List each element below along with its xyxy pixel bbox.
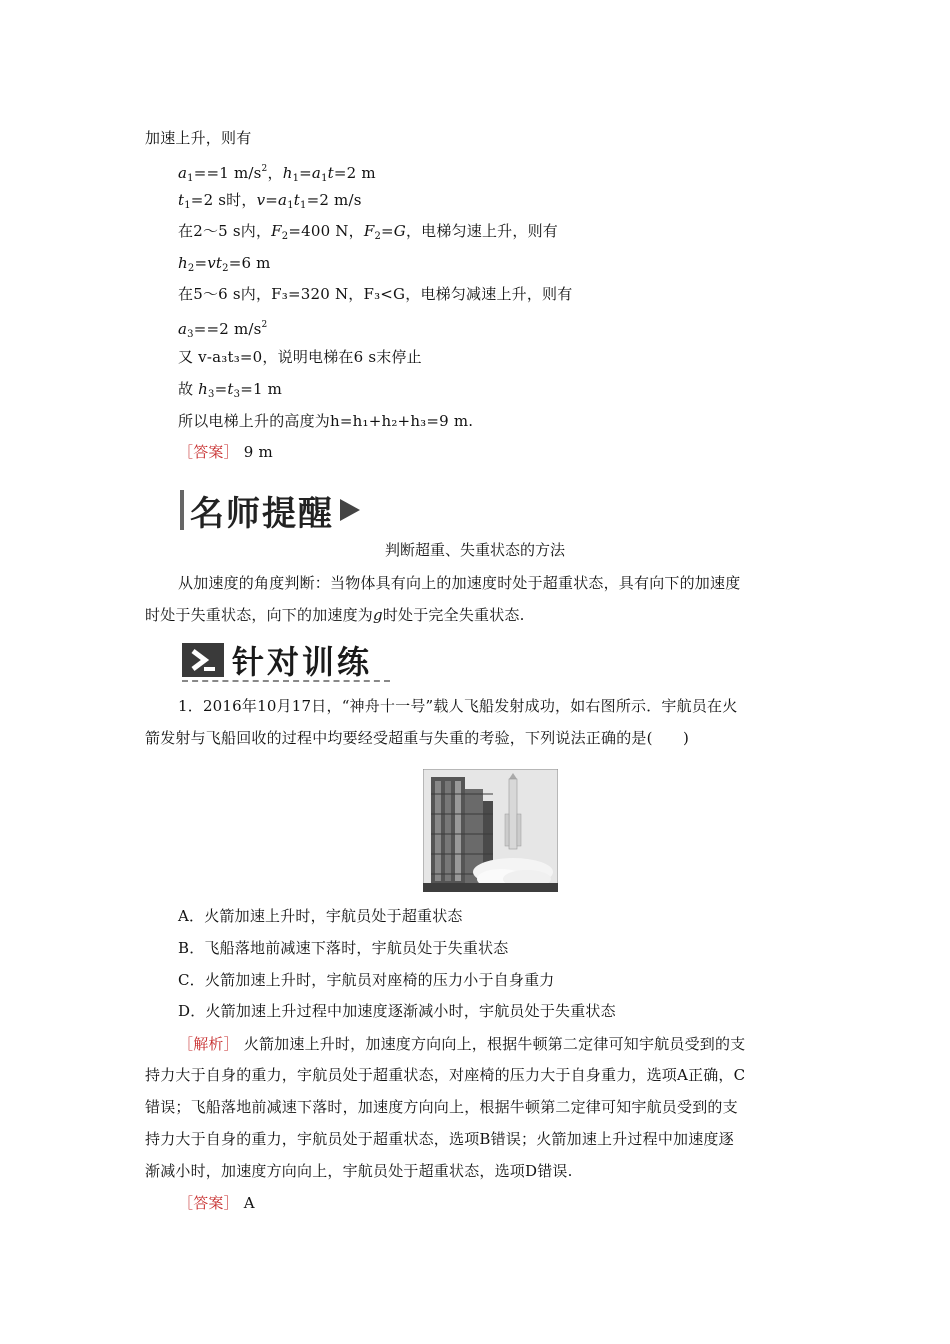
- answer-value: 9 m: [243, 443, 273, 461]
- training-banner: [182, 640, 390, 682]
- formula-line: 所以电梯上升的高度为h=h₁+h₂+h₃=9 m.: [178, 412, 474, 430]
- analysis-tag: ［解析］: [178, 1035, 239, 1053]
- chevron-right-icon: [182, 643, 224, 677]
- option-c: C．火箭加速上升时，宇航员对座椅的压力小于自身重力: [178, 971, 555, 989]
- answer-line: [178, 442, 273, 462]
- play-arrow-icon: [340, 499, 360, 521]
- answer-value: A: [243, 1194, 255, 1212]
- formula-line: 在2～5 s内，$F_2=400$ N，$F_2=G$，电梯匀速上升，则有: [178, 222, 558, 242]
- question-line: 1．2016年10月17日，“神舟十一号”载人飞船发射成功，如右图所示．宇航员在火: [178, 697, 738, 715]
- formula-line: $a_1==1$ $m/s^2$，$h_1=a_1t=2$ m: [178, 164, 376, 184]
- banner-bar: [180, 490, 184, 530]
- text-line: 加速上升，则有: [145, 129, 252, 147]
- option-a: A．火箭加速上升时，宇航员处于超重状态: [178, 907, 463, 925]
- analysis-line: 持力大于自身的重力，宇航员处于超重状态，对座椅的压力大于自身重力，选项A正确，C: [145, 1066, 746, 1084]
- tip-body-line: 从加速度的角度判断：当物体具有向上的加速度时处于超重状态，具有向下的加速度: [178, 574, 741, 592]
- teacher-tip-banner: [180, 488, 360, 532]
- analysis-line: 错误；飞船落地前减速下落时，加速度方向向上，根据牛顿第二定律可知宇航员受到的支: [145, 1098, 738, 1116]
- formula-line: $t_1=2$ s时，$v=a_1t_1=2$ m/s: [178, 191, 362, 211]
- rocket-launch-photo: [423, 769, 558, 892]
- answer-tag: ［答案］: [178, 443, 239, 461]
- answer-tag: ［答案］: [178, 1194, 239, 1212]
- formula-line: $h_2=vt_2=6$ m: [178, 254, 271, 274]
- tip-body-line: 时处于失重状态，向下的加速度为g时处于完全失重状态.: [145, 606, 525, 624]
- analysis-line: 持力大于自身的重力，宇航员处于超重状态，选项B错误；火箭加速上升过程中加速度逐: [145, 1130, 734, 1148]
- analysis-line: ［解析］ 火箭加速上升时，加速度方向向上，根据牛顿第二定律可知宇航员受到的支: [178, 1035, 746, 1053]
- option-b: B．飞船落地前减速下落时，宇航员处于失重状态: [178, 939, 509, 957]
- formula-line: 又 v-a₃t₃=0，说明电梯在6 s末停止: [178, 348, 422, 366]
- option-d: D．火箭加速上升过程中加速度逐渐减小时，宇航员处于失重状态: [178, 1002, 616, 1020]
- tip-title: 判断超重、失重状态的方法: [384, 541, 565, 559]
- teacher-tip-heading: 名师提醒: [190, 493, 334, 534]
- answer-line: [178, 1193, 255, 1213]
- formula-line: 故 $h_3=t_3=1$ m: [178, 380, 283, 400]
- formula-line: 在5～6 s内，F₃=320 N，F₃<G，电梯匀减速上升，则有: [178, 285, 573, 303]
- training-heading: 针对训练: [232, 643, 373, 681]
- analysis-line: 渐减小时，加速度方向向上，宇航员处于超重状态，选项D错误.: [145, 1162, 573, 1180]
- formula-line: $a_3==2$ $m/s^2$: [178, 320, 268, 340]
- question-line: 箭发射与飞船回收的过程中均要经受超重与失重的考验，下列说法正确的是( ): [145, 729, 690, 747]
